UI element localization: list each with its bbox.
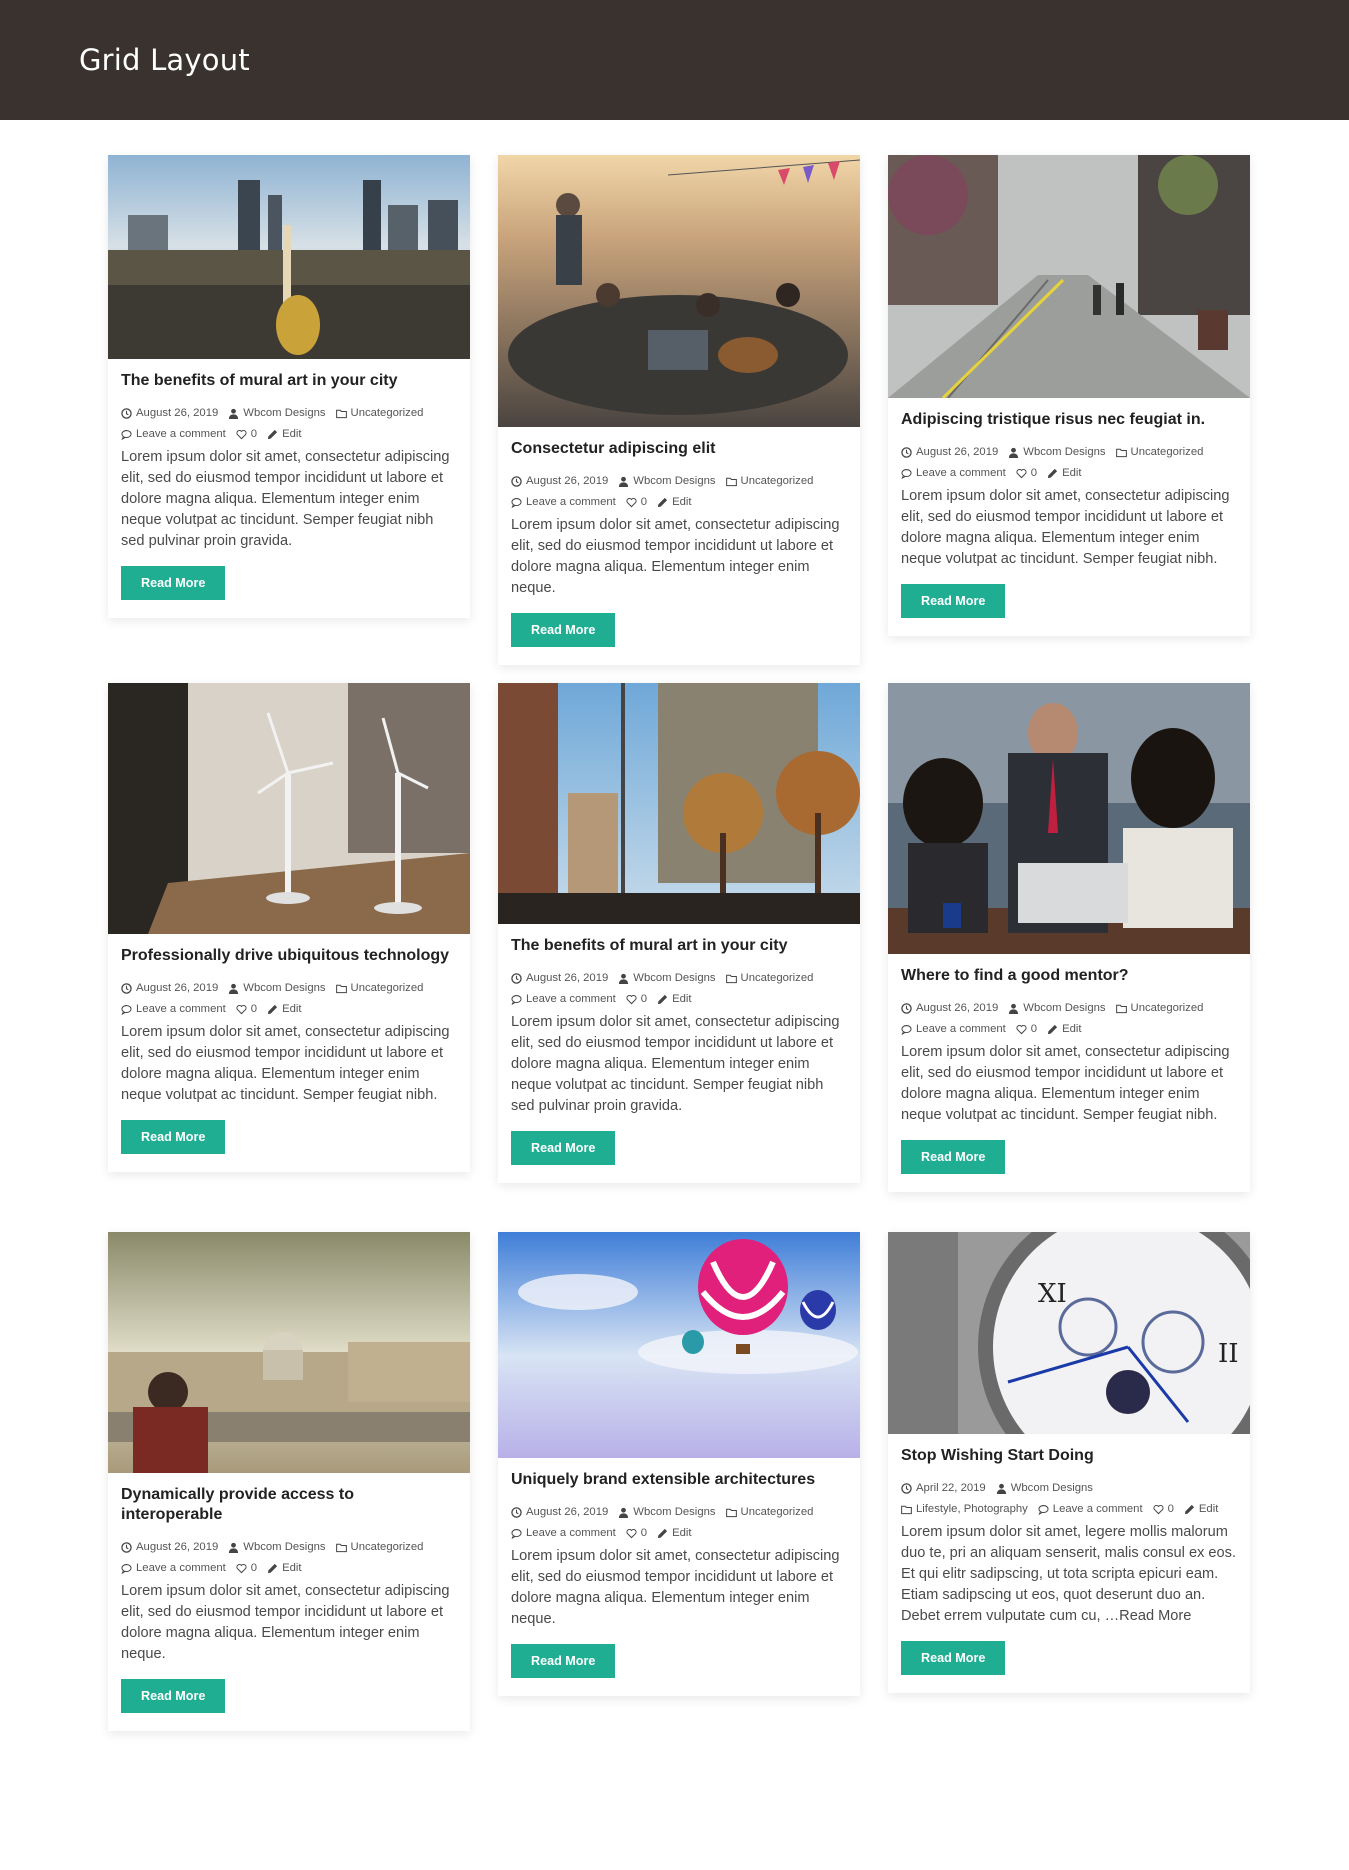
post-author[interactable]: Wbcom Designs [618,471,715,492]
post-author[interactable]: Wbcom Designs [1008,998,1105,1019]
post-card [498,1232,860,1696]
post-image[interactable] [108,683,470,934]
post-date[interactable]: August 26, 2019 [901,442,998,463]
post-category[interactable]: Uncategorized [1116,998,1204,1019]
comment-icon [511,1528,522,1539]
post-title[interactable]: The benefits of mural art in your city [511,937,788,954]
heart-icon [626,994,637,1005]
post-edit-link[interactable]: Edit [657,989,691,1010]
post-category[interactable]: Uncategorized [726,471,814,492]
post-meta [121,1537,457,1579]
post-date[interactable]: August 26, 2019 [121,978,218,999]
user-icon [228,983,239,994]
post-title[interactable]: Adipiscing tristique risus nec feugiat in. [901,411,1206,428]
clock-icon [511,1507,522,1518]
post-excerpt: Lorem ipsum dolor sit amet, consectetur adipiscing elit, sed do eiusmod tempor incididunt ut labore et dolore magna aliqua. Elementum integer enim neque. [511,517,840,596]
pencil-icon [657,1528,668,1539]
page-title: Grid Layout [79,43,250,77]
post-author[interactable]: Wbcom Designs [228,403,325,424]
pencil-icon [1184,1504,1195,1515]
post-meta [901,998,1237,1040]
pencil-icon [1047,1024,1058,1035]
post-card [108,1232,470,1731]
post-comment-link[interactable]: Leave a comment [901,463,1006,484]
folder-icon [1116,447,1127,458]
folder-icon [726,476,737,487]
post-category[interactable]: Lifestyle, Photography [901,1499,1028,1520]
read-more-button[interactable]: Read More [121,566,225,600]
post-title[interactable]: Uniquely brand extensible architectures [511,1471,816,1488]
heart-icon [1153,1504,1164,1515]
post-author[interactable]: Wbcom Designs [228,1537,325,1558]
clock-icon [121,1542,132,1553]
post-excerpt: Lorem ipsum dolor sit amet, consectetur adipiscing elit, sed do eiusmod tempor incididunt ut labore et dolore magna aliqua. Elementum integer enim neque volutpat ac tincidunt. Semper feugiat nibh. [901,1044,1230,1123]
post-meta [511,1502,847,1544]
heart-icon [626,497,637,508]
site-header [0,0,1349,120]
post-excerpt: Lorem ipsum dolor sit amet, consectetur adipiscing elit, sed do eiusmod tempor incididunt ut labore et dolore magna aliqua. Elementum integer enim neque volutpat ac tincidunt. Semper feugiat nibh sed pulvinar proin gravida. [121,449,450,549]
post-excerpt: Lorem ipsum dolor sit amet, consectetur adipiscing elit, sed do eiusmod tempor incididunt ut labore et dolore magna aliqua. Elementum integer enim neque volutpat ac tincidunt. Semper feugiat nibh sed pulvinar proin gravida. [511,1014,840,1114]
read-more-button[interactable]: Read More [121,1120,225,1154]
post-edit-link[interactable]: Edit [1047,463,1081,484]
heart-icon [1016,1024,1027,1035]
user-icon [228,1542,239,1553]
post-like[interactable]: 0 [626,989,647,1010]
heart-icon [236,1563,247,1574]
post-edit-link[interactable]: Edit [1184,1499,1218,1520]
user-icon [1008,1003,1019,1014]
post-category[interactable]: Uncategorized [336,978,424,999]
comment-icon [1038,1504,1049,1515]
user-icon [618,476,629,487]
heart-icon [236,1004,247,1015]
post-like[interactable]: 0 [1016,1019,1037,1040]
post-card [108,683,470,1172]
post-category[interactable]: Uncategorized [726,968,814,989]
folder-icon [336,1542,347,1553]
post-like[interactable]: 0 [236,1558,257,1579]
post-excerpt: Lorem ipsum dolor sit amet, legere mollis malorum duo te, pri an aliquam senserit, malis consul ex eos. Et qui elitr sadipscing, ut tota scripta epicuri eam. Etiam sadipscing ut eos, quot deserunt duo an. Debet errem vulputate cum cu, …Read More [901,1524,1237,1624]
comment-icon [511,497,522,508]
post-date[interactable]: August 26, 2019 [121,403,218,424]
post-author[interactable]: Wbcom Designs [618,968,715,989]
read-more-button[interactable]: Read More [901,1641,1005,1675]
post-date[interactable]: August 26, 2019 [511,968,608,989]
comment-icon [121,1004,132,1015]
post-date[interactable]: April 22, 2019 [901,1478,986,1499]
clock-icon [511,476,522,487]
post-date[interactable]: August 26, 2019 [121,1537,218,1558]
pencil-icon [657,994,668,1005]
folder-icon [901,1504,912,1515]
post-edit-link[interactable]: Edit [267,999,301,1020]
post-comment-link[interactable]: Leave a comment [121,424,226,445]
user-icon [618,1507,629,1518]
pencil-icon [267,1004,278,1015]
post-edit-link[interactable]: Edit [267,424,301,445]
post-meta [121,403,457,445]
post-comment-link[interactable]: Leave a comment [511,492,616,513]
post-like[interactable]: 0 [626,1523,647,1544]
post-card [888,155,1250,636]
comment-icon [121,1563,132,1574]
post-title[interactable]: Stop Wishing Start Doing [901,1447,1094,1464]
post-card [108,155,470,618]
post-image[interactable] [888,1232,1250,1434]
pencil-icon [267,429,278,440]
post-meta [511,968,847,1010]
post-like[interactable]: 0 [236,424,257,445]
post-meta [901,442,1237,484]
clock-icon [901,1003,912,1014]
clock-icon [511,973,522,984]
svg-text:II: II [1218,1339,1239,1369]
user-icon [618,973,629,984]
post-like[interactable]: 0 [236,999,257,1020]
post-card [888,683,1250,1192]
read-more-button[interactable]: Read More [511,1644,615,1678]
heart-icon [1016,468,1027,479]
post-category[interactable]: Uncategorized [336,403,424,424]
post-excerpt: Lorem ipsum dolor sit amet, consectetur adipiscing elit, sed do eiusmod tempor incididunt ut labore et dolore magna aliqua. Elementum integer enim neque volutpat ac tincidunt. Semper feugiat nibh. [121,1024,450,1103]
post-meta [511,471,847,513]
read-more-button[interactable]: Read More [901,584,1005,618]
read-more-button[interactable]: Read More [121,1679,225,1713]
post-comment-link[interactable]: Leave a comment [511,989,616,1010]
post-title[interactable]: Consectetur adipiscing elit [511,440,716,457]
post-category[interactable]: Uncategorized [726,1502,814,1523]
pencil-icon [657,497,668,508]
post-date[interactable]: August 26, 2019 [901,998,998,1019]
post-author[interactable]: Wbcom Designs [996,1478,1093,1499]
comment-icon [511,994,522,1005]
post-comment-link[interactable]: Leave a comment [511,1523,616,1544]
post-category[interactable]: Uncategorized [1116,442,1204,463]
heart-icon [626,1528,637,1539]
post-like[interactable]: 0 [1153,1499,1174,1520]
folder-icon [726,1507,737,1518]
read-more-button[interactable]: Read More [511,1131,615,1165]
post-edit-link[interactable]: Edit [657,492,691,513]
post-image[interactable] [888,155,1250,398]
comment-icon [901,1024,912,1035]
post-author[interactable]: Wbcom Designs [618,1502,715,1523]
post-comment-link[interactable]: Leave a comment [901,1019,1006,1040]
post-comment-link[interactable]: Leave a comment [121,1558,226,1579]
post-author[interactable]: Wbcom Designs [1008,442,1105,463]
clock-icon [121,408,132,419]
post-image[interactable] [498,155,860,427]
post-edit-link[interactable]: Edit [1047,1019,1081,1040]
post-card [498,155,860,665]
post-excerpt: Lorem ipsum dolor sit amet, consectetur adipiscing elit, sed do eiusmod tempor incididunt ut labore et dolore magna aliqua. Elementum integer enim neque. [511,1548,840,1627]
post-image[interactable] [498,1232,860,1458]
user-icon [228,408,239,419]
folder-icon [1116,1003,1127,1014]
post-date[interactable]: August 26, 2019 [511,471,608,492]
clock-icon [901,1483,912,1494]
clock-icon [121,983,132,994]
post-card [888,1232,1250,1693]
comment-icon [901,468,912,479]
svg-text:XI: XI [1038,1279,1067,1309]
post-title[interactable]: Dynamically provide access to interoperable [121,1486,354,1523]
heart-icon [236,429,247,440]
user-icon [996,1483,1007,1494]
post-image[interactable] [108,1232,470,1473]
post-edit-link[interactable]: Edit [267,1558,301,1579]
post-edit-link[interactable]: Edit [657,1523,691,1544]
post-excerpt: Lorem ipsum dolor sit amet, consectetur adipiscing elit, sed do eiusmod tempor incididunt ut labore et dolore magna aliqua. Elementum integer enim neque. [121,1583,450,1662]
post-title[interactable]: The benefits of mural art in your city [121,372,398,389]
post-meta [121,978,457,1020]
post-like[interactable]: 0 [1016,463,1037,484]
pencil-icon [1047,468,1058,479]
post-like[interactable]: 0 [626,492,647,513]
post-title[interactable]: Professionally drive ubiquitous technology [121,947,450,964]
post-title[interactable]: Where to find a good mentor? [901,967,1129,984]
post-date[interactable]: August 26, 2019 [511,1502,608,1523]
post-author[interactable]: Wbcom Designs [228,978,325,999]
post-meta [901,1478,1237,1520]
folder-icon [726,973,737,984]
post-image[interactable] [888,683,1250,954]
post-comment-link[interactable]: Leave a comment [1038,1499,1143,1520]
post-excerpt: Lorem ipsum dolor sit amet, consectetur adipiscing elit, sed do eiusmod tempor incididunt ut labore et dolore magna aliqua. Elementum integer enim neque volutpat ac tincidunt. Semper feugiat nibh. [901,488,1230,567]
clock-icon [901,447,912,458]
pencil-icon [267,1563,278,1574]
post-card [498,683,860,1183]
post-comment-link[interactable]: Leave a comment [121,999,226,1020]
read-more-button[interactable]: Read More [511,613,615,647]
post-image[interactable] [108,155,470,359]
user-icon [1008,447,1019,458]
post-category[interactable]: Uncategorized [336,1537,424,1558]
post-image[interactable] [498,683,860,924]
post-grid [0,120,1349,1870]
read-more-button[interactable]: Read More [901,1140,1005,1174]
folder-icon [336,983,347,994]
comment-icon [121,429,132,440]
folder-icon [336,408,347,419]
